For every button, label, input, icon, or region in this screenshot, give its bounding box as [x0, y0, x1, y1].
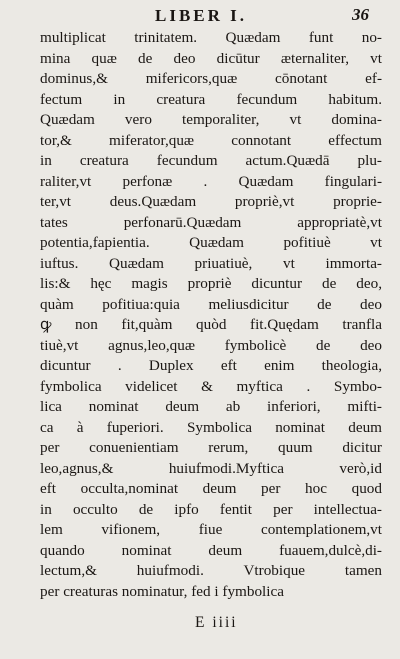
- text-line: potentia,fapientia. Quædam pofitiuè vt: [40, 234, 382, 251]
- page-footer: [0, 614, 400, 636]
- text-line: ca à fuperiori. Symbolica nominat deum: [40, 418, 382, 436]
- text-line: lica nominat deum ab inferiori, mifti-: [40, 398, 382, 415]
- text-line: tiuè,vt agnus,leo,quæ fymbolicè de deo: [40, 336, 382, 354]
- signature-mark: E iiii: [195, 614, 238, 631]
- page-header: [0, 4, 400, 28]
- text-line: tates perfonarū.Quædam appropriatè,vt: [40, 213, 382, 231]
- text-line: multiplicat trinitatem. Quædam funt no-: [40, 29, 382, 46]
- text-line: per conuenientiam rerum, quum dicitur: [40, 439, 382, 456]
- text-line: in occulto de ipfo fentit per intellectua-: [40, 500, 382, 518]
- body-text: [40, 28, 382, 602]
- text-line: ter,vt deus.Quædam propriè,vt proprie-: [40, 193, 382, 210]
- text-line: leo,agnus,& huiufmodi.Myftica verò,id: [40, 459, 382, 477]
- text-line: raliter,vt perfonæ . Quædam fingulari-: [40, 172, 382, 190]
- text-line: tor,& miferator,quæ connotant effectum: [40, 131, 382, 149]
- text-line: mina quæ de deo dicūtur æternaliter, vt: [40, 49, 382, 67]
- text-line: lem vifionem, fiue contemplationem,vt: [40, 521, 382, 538]
- text-line: lis:& hęc magis propriè dicuntur de deo,: [40, 275, 382, 292]
- text-line: dominus,& mifericors,quæ cōnotant ef-: [40, 70, 382, 87]
- text-line: eft occulta,nominat deum per hoc quod: [40, 480, 382, 497]
- text-line: ꝙ non fit,quàm quòd fit.Quędam tranfla: [40, 316, 382, 333]
- text-line: Quædam vero temporaliter, vt domina-: [40, 111, 382, 128]
- text-line: quàm pofitiua:quia meliusdicitur de deo: [40, 295, 382, 313]
- text-line: lectum,& huiufmodi. Vtrobique tamen: [40, 562, 382, 579]
- text-line: per creaturas nominatur, fed i fymbolica: [40, 582, 284, 600]
- page-number: 36: [352, 5, 369, 24]
- text-line: iuftus. Quædam priuatiuè, vt immorta-: [40, 254, 382, 272]
- text-line: fectum in creatura fecundum habitum.: [40, 90, 382, 108]
- text-line: fymbolica videlicet & myftica . Symbo-: [40, 377, 382, 395]
- running-title: LIBER I.: [155, 6, 248, 25]
- text-line: quando nominat deum fuauem,dulcè,di-: [40, 541, 382, 559]
- text-line: in creatura fecundum actum.Quædā plu-: [40, 152, 382, 169]
- text-line: dicuntur . Duplex eft enim theologia,: [40, 357, 382, 374]
